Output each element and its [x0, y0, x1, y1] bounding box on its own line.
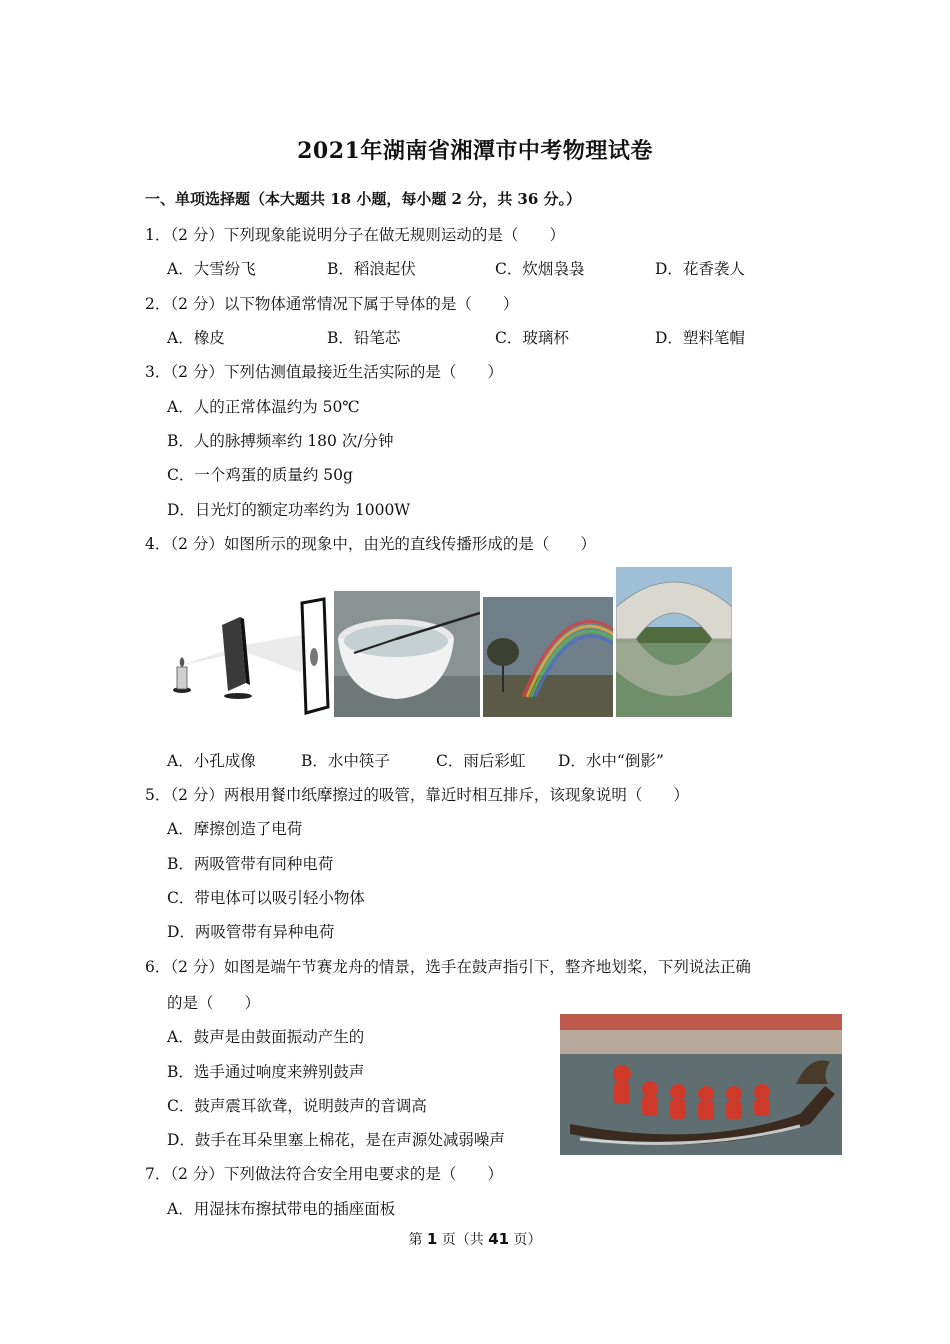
footer-prefix: 第 — [408, 1232, 427, 1248]
q6-option-d: D．鼓手在耳朵里塞上棉花，是在声源处减弱噪声 — [167, 1131, 505, 1149]
q5-option-b: B．两吸管带有同种电荷 — [167, 855, 334, 873]
q5-option-d: D．两吸管带有异种电荷 — [167, 923, 335, 941]
q3-option-b: B．人的脉搏频率约 180 次/分钟 — [167, 432, 394, 450]
q2-option-b: B．铅笔芯 — [327, 329, 401, 347]
current-page-number: 1 — [426, 1230, 438, 1248]
page-title: 2021年湖南省湘潭市中考物理试卷 — [297, 138, 653, 164]
q1-option-a: A．大雪纷飞 — [167, 260, 256, 278]
q4-option-d: D．水中“倒影” — [558, 752, 664, 770]
question-4-stem: 4．（2 分）如图所示的现象中，由光的直线传播形成的是（ ） — [145, 535, 596, 553]
total-page-count: 41 — [488, 1230, 510, 1248]
question-6-stem-continued: 的是（ ） — [167, 994, 261, 1012]
footer-middle: 页（共 — [437, 1232, 489, 1248]
chopstick-in-water-photo — [334, 591, 480, 717]
q4-option-b: B．水中筷子 — [301, 752, 390, 770]
q2-option-c: C．玻璃杯 — [495, 329, 569, 347]
q5-option-c: C．带电体可以吸引轻小物体 — [167, 889, 365, 907]
q6-option-a: A．鼓声是由鼓面振动产生的 — [167, 1028, 365, 1046]
section-heading: 一、单项选择题（本大题共 18 小题，每小题 2 分，共 36 分。） — [145, 190, 582, 208]
q5-option-a: A．摩擦创造了电荷 — [167, 820, 303, 838]
question-6-stem: 6．（2 分）如图是端午节赛龙舟的情景，选手在鼓声指引下，整齐地划桨，下列说法正确 — [145, 958, 751, 976]
question-5-stem: 5．（2 分）两根用餐巾纸摩擦过的吸管，靠近时相互排斥，该现象说明（ ） — [145, 786, 689, 804]
q2-option-a: A．橡皮 — [167, 329, 225, 347]
question-1-stem: 1．（2 分）下列现象能说明分子在做无规则运动的是（ ） — [145, 226, 565, 244]
question-2-stem: 2．（2 分）以下物体通常情况下属于导体的是（ ） — [145, 295, 519, 313]
q4-option-a: A．小孔成像 — [167, 752, 256, 770]
rainbow-photo — [483, 597, 613, 717]
q3-option-d: D．日光灯的额定功率约为 1000W — [167, 501, 411, 519]
q6-option-c: C．鼓声震耳欲聋，说明鼓声的音调高 — [167, 1097, 427, 1115]
q7-option-a: A．用湿抹布擦拭带电的插座面板 — [167, 1200, 396, 1218]
question-3-stem: 3．（2 分）下列估测值最接近生活实际的是（ ） — [145, 363, 503, 381]
q6-option-b: B．选手通过响度来辨别鼓声 — [167, 1063, 365, 1081]
footer-suffix: 页） — [509, 1232, 542, 1248]
dragon-boat-photo — [560, 1014, 842, 1155]
q1-option-b: B．稻浪起伏 — [327, 260, 416, 278]
page-footer — [0, 1229, 950, 1249]
q2-option-d: D．塑料笔帽 — [655, 329, 745, 347]
q1-option-c: C．炊烟袅袅 — [495, 260, 585, 278]
pinhole-imaging-figure — [162, 595, 332, 717]
bridge-reflection-photo — [616, 567, 732, 717]
q1-option-d: D．花香袭人 — [655, 260, 745, 278]
question-7-stem: 7．（2 分）下列做法符合安全用电要求的是（ ） — [145, 1165, 503, 1183]
q4-option-c: C．雨后彩虹 — [436, 752, 526, 770]
q3-option-a: A．人的正常体温约为 50℃ — [167, 398, 360, 416]
q3-option-c: C．一个鸡蛋的质量约 50g — [167, 466, 353, 484]
